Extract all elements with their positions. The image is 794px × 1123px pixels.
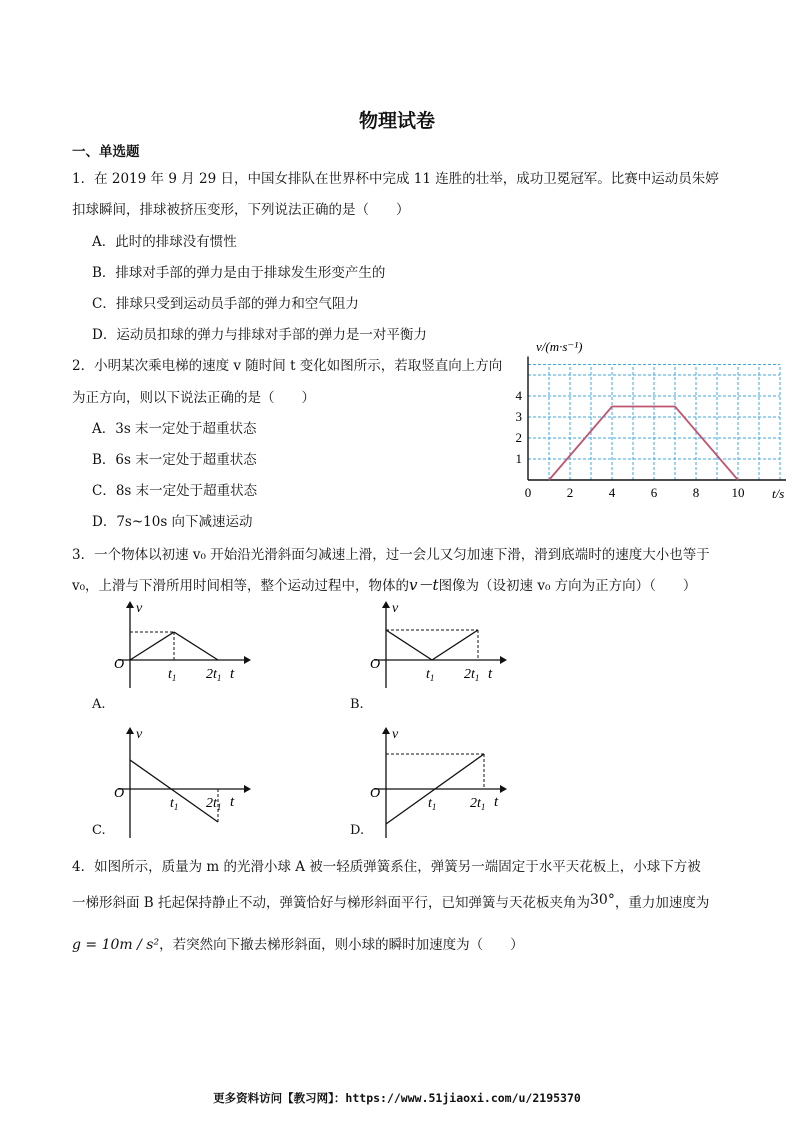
svg-text:2t1: $2t_1$: [464, 667, 480, 683]
svg-text:v: v: [136, 601, 143, 616]
q1-option-a[interactable]: A．此时的排球没有惯性: [92, 234, 237, 250]
q4-angle: 30°: [590, 892, 615, 908]
chart-tick-labels: [516, 388, 745, 500]
q3-graph-d: [368, 726, 508, 841]
x-tick-label: 2: [566, 485, 574, 500]
q3-graph-c: [112, 726, 252, 841]
vt-chart: [510, 336, 790, 501]
q4-stem-text-b: ，若突然向下撤去梯形斜面，则小球的瞬时加速度为（ ）: [159, 937, 524, 953]
y-tick-label: 4: [515, 388, 522, 403]
svg-text:O: O: [114, 786, 125, 801]
q3-graph-b: [368, 600, 508, 690]
svg-text:t1: $t_1$: [426, 667, 435, 683]
svg-text:O: O: [114, 657, 125, 672]
chart-grid: [528, 365, 780, 481]
q3-stem-text-c: 图像为（设初速 v₀ 方向为正方向）（ ）: [438, 578, 697, 594]
svg-text:2t1: $2t_1$: [206, 667, 222, 683]
y-tick-label: 3: [515, 409, 522, 424]
q2-option-d[interactable]: D．7s~10s 向下减速运动: [92, 514, 253, 530]
q3-stem-line1: 3．一个物体以初速 v₀ 开始沿光滑斜面匀减速上滑，过一会儿又匀加速下滑，滑到底端时的速度大小也等于: [72, 547, 710, 563]
svg-text:t1: $t_1$: [170, 796, 179, 812]
q4-stem-line1: 4．如图所示，质量为 m 的光滑小球 A 被一轻质弹簧系住，弹簧另一端固定于水平天花板上，小球下方被: [72, 859, 701, 875]
x-tick-label: 10: [731, 485, 745, 500]
q4-gravity-formula: g = 10m / s²: [72, 937, 160, 953]
q4-stem-text-a: 一梯形斜面 B 托起保持静止不动，弹簧恰好与梯形斜面平行，已知弹簧与天花板夹角为: [72, 895, 591, 911]
chart-series: [549, 407, 738, 481]
svg-text:2t1: $2t_1$: [470, 796, 486, 812]
footer-link[interactable]: 更多资料访问【教习网】：https://www.51jiaoxi.com/u/2195370: [213, 1091, 581, 1105]
q2-option-c[interactable]: C．8s 末一定处于超重状态: [92, 483, 258, 499]
q4-stem-line2: [72, 891, 709, 911]
q2-option-b[interactable]: B．6s 末一定处于超重状态: [92, 452, 257, 468]
q2-option-a[interactable]: A．3s 末一定处于超重状态: [92, 421, 257, 437]
svg-text:v: v: [392, 727, 399, 742]
section-heading: 一、单选题: [72, 144, 140, 160]
x-tick-label: 8: [692, 485, 700, 500]
q1-option-b[interactable]: B．排球对手部的弹力是由于排球发生形变产生的: [92, 265, 386, 281]
q3-option-c[interactable]: C.: [92, 823, 106, 838]
svg-text:t: t: [230, 666, 235, 682]
q1-option-d[interactable]: D．运动员扣球的弹力与排球对手部的弹力是一对平衡力: [92, 327, 427, 343]
svg-text:O: O: [370, 657, 381, 672]
velocity-series-line: [549, 407, 738, 481]
q2-stem-line1: 2．小明某次乘电梯的速度 v 随时间 t 变化如图所示，若取竖直向上方向: [72, 358, 503, 374]
q3-graph-a: [112, 600, 252, 690]
y-tick-label: 2: [515, 430, 522, 445]
q2-stem-line2: 为正方向，则以下说法正确的是（ ）: [72, 390, 315, 406]
page-title: 物理试卷: [358, 110, 435, 132]
q3-option-b[interactable]: B.: [350, 697, 364, 712]
q3-stem-line2: [72, 574, 696, 595]
q3-stem-text-a: v₀，上滑与下滑所用时间相等，整个运动过程中，物体的: [72, 578, 410, 594]
q1-stem-line2: 扣球瞬间，排球被挤压变形，下列说法正确的是（ ）: [72, 202, 410, 218]
svg-text:t: t: [230, 794, 235, 810]
svg-text:v: v: [392, 601, 399, 616]
q3-option-a[interactable]: A.: [92, 697, 106, 712]
q3-option-d[interactable]: D.: [350, 823, 365, 838]
q4-stem-text-c: ，重力加速度为: [614, 895, 710, 911]
svg-text:O: O: [370, 786, 381, 801]
q4-stem-line3: [72, 933, 524, 953]
svg-text:t1: $t_1$: [428, 796, 437, 812]
q1-stem-line1: 1．在 2019 年 9 月 29 日，中国女排队在世界杯中完成 11 连胜的壮举，成功卫冕冠军。比赛中运动员朱婷: [72, 171, 719, 187]
x-tick-label: 6: [650, 485, 658, 500]
y-tick-label: 1: [515, 451, 522, 466]
chart-ylabel: v/(m·s⁻¹): [536, 339, 583, 354]
q1-option-c[interactable]: C．排球只受到运动员手部的弹力和空气阻力: [92, 296, 359, 312]
chart-axes: [528, 357, 786, 481]
q3-vt-symbol: v－t: [409, 576, 439, 594]
x-tick-label: 4: [608, 485, 616, 500]
x-tick-label: 0: [524, 485, 532, 500]
svg-text:2t1: $2t_1$: [206, 796, 222, 812]
svg-text:t: t: [488, 666, 493, 682]
chart-xlabel: t/s: [772, 486, 785, 501]
svg-text:t: t: [494, 794, 499, 810]
svg-text:v: v: [136, 727, 143, 742]
svg-text:t1: $t_1$: [168, 667, 177, 683]
